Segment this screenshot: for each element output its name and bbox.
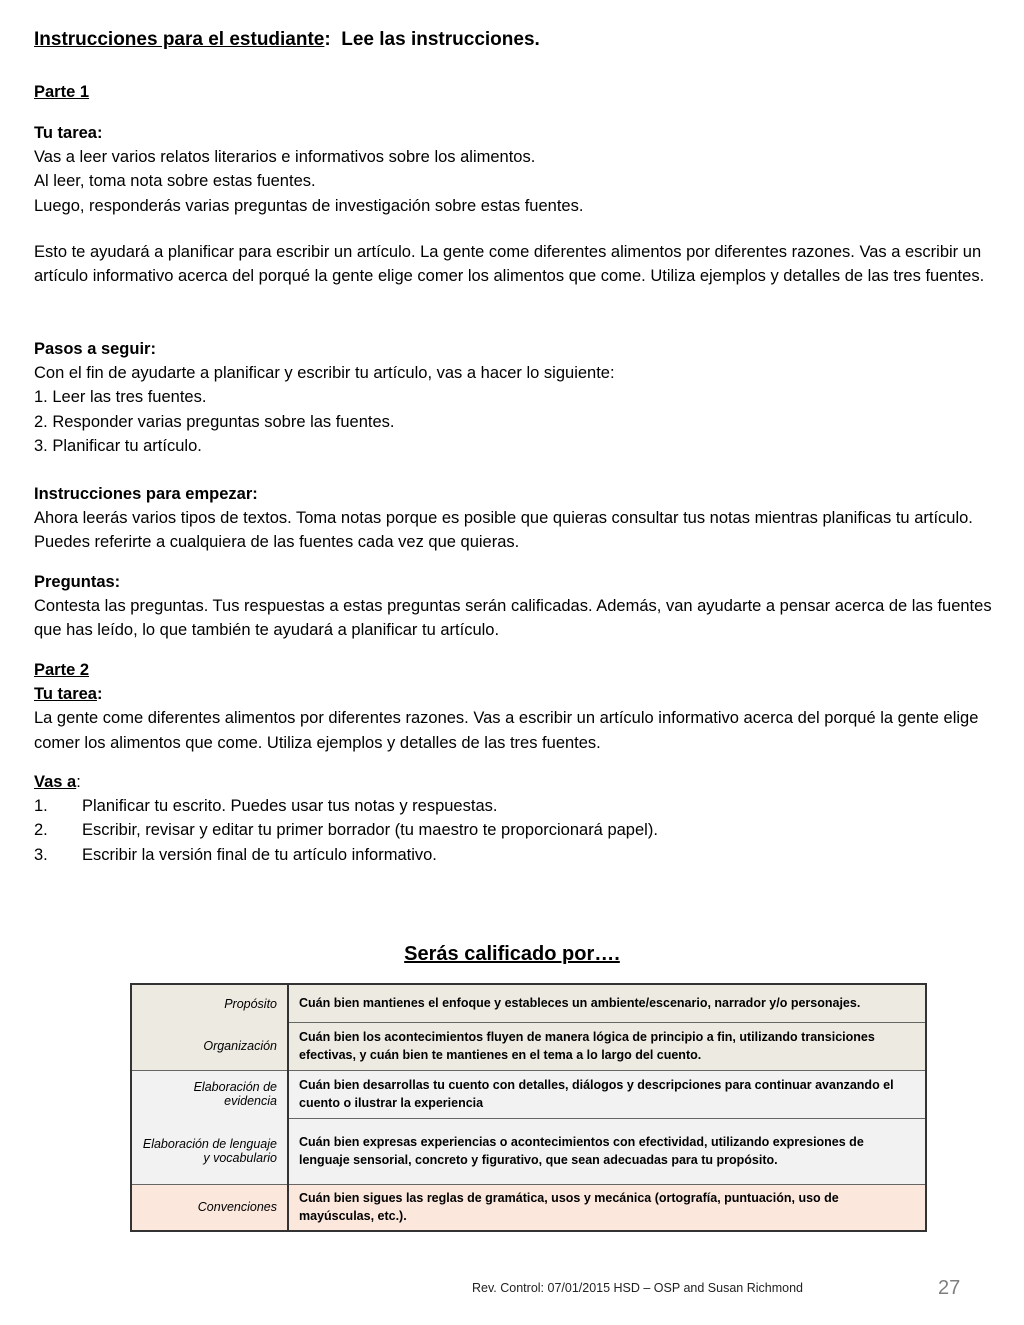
part1-task-line: Al leer, toma nota sobre estas fuentes. bbox=[34, 172, 316, 191]
start-heading: Instrucciones para empezar: bbox=[34, 485, 258, 503]
questions-section bbox=[34, 570, 994, 643]
rubric-description: Cuán bien mantienes el enfoque y estableces un ambiente/escenario, narrador y/o personajes. bbox=[288, 984, 926, 1022]
part1-task-section bbox=[34, 121, 994, 218]
rubric-description: Cuán bien desarrollas tu cuento con detalles, diálogos y descripciones para continuar avanzando el cuento o ilustrar la experiencia bbox=[288, 1070, 926, 1118]
part2-task-colon: : bbox=[96, 685, 103, 704]
steps-section bbox=[34, 337, 994, 458]
step-item: 3. Planificar tu artículo. bbox=[34, 436, 202, 455]
vas-heading: Vas a bbox=[34, 773, 77, 791]
rubric-label: Elaboración de evidencia bbox=[131, 1070, 288, 1118]
steps-heading: Pasos a seguir: bbox=[34, 340, 156, 358]
step-item: 2. Responder varias preguntas sobre las fuentes. bbox=[34, 412, 395, 431]
table-row bbox=[131, 1118, 926, 1184]
rubric-label: Elaboración de lenguaje y vocabulario bbox=[131, 1118, 288, 1184]
rubric-heading: Serás calificado por…. bbox=[404, 943, 620, 965]
table-row bbox=[131, 1184, 926, 1231]
table-row bbox=[131, 1070, 926, 1118]
part2-task-text: La gente come diferentes alimentos por diferentes razones. Vas a escribir un artículo informativo acerca del porqué la gente elige comer los alimentos que come. Utiliza ejemplos y detalles de las tres fuentes. bbox=[34, 709, 979, 752]
list-item: 2. Escribir, revisar y editar tu primer borrador (tu maestro te proporcionará papel). bbox=[34, 821, 658, 840]
title-rest: Lee las instrucciones. bbox=[330, 29, 540, 50]
part1-task-line: Vas a leer varios relatos literarios e informativos sobre los alimentos. bbox=[34, 148, 536, 167]
vas-section bbox=[34, 770, 994, 867]
start-text: Ahora leerás varios tipos de textos. Toma notas porque es posible que quieras consultar tus notas mientras planificas tu artículo. Puedes referirte a cualquiera de las fuentes cada vez que quieras. bbox=[34, 509, 973, 552]
part1-task-paragraph: Esto te ayudará a planificar para escribir un artículo. La gente come diferentes alimentos por diferentes razones. Vas a escribir un artículo informativo acerca del porqué la gente elige comer los alimentos que come. Utiliza ejemplos y detalles de las tres fuentes. bbox=[34, 243, 985, 286]
title-colon: : bbox=[324, 29, 331, 50]
rubric-label: Organización bbox=[131, 1022, 288, 1070]
part2-task-heading: Tu tarea bbox=[34, 685, 97, 704]
page-title bbox=[34, 29, 540, 51]
rubric-label: Propósito bbox=[131, 984, 288, 1022]
start-section bbox=[34, 482, 994, 555]
list-item: 3. Escribir la versión final de tu artículo informativo. bbox=[34, 845, 437, 864]
title-label: Instrucciones para el estudiante bbox=[34, 29, 325, 50]
table-row bbox=[131, 984, 926, 1022]
questions-heading: Preguntas: bbox=[34, 573, 121, 591]
rubric-table bbox=[130, 983, 927, 1232]
vas-colon: : bbox=[76, 773, 81, 791]
page-number: 27 bbox=[938, 1277, 961, 1299]
questions-text: Contesta las preguntas. Tus respuestas a estas preguntas serán calificadas. Además, van ayudarte a pensar acerca de las fuentes que has leído, lo que también te ayudará a planificar tu artículo. bbox=[34, 597, 992, 640]
step-item: 1. Leer las tres fuentes. bbox=[34, 388, 207, 407]
table-row bbox=[131, 1022, 926, 1070]
steps-intro: Con el fin de ayudarte a planificar y escribir tu artículo, vas a hacer lo siguiente: bbox=[34, 364, 615, 383]
rubric-label: Convenciones bbox=[131, 1184, 288, 1231]
rubric-description: Cuán bien sigues las reglas de gramática, usos y mecánica (ortografía, puntuación, uso de mayúsculas, etc.). bbox=[288, 1184, 926, 1231]
part1-heading: Parte 1 bbox=[34, 83, 90, 101]
part2-heading: Parte 2 bbox=[34, 661, 90, 679]
part1-task-heading: Tu tarea: bbox=[34, 124, 103, 142]
list-item: 1. Planificar tu escrito. Puedes usar tus notas y respuestas. bbox=[34, 797, 498, 816]
part1-task-line: Luego, responderás varias preguntas de investigación sobre estas fuentes. bbox=[34, 196, 584, 215]
rubric-description: Cuán bien expresas experiencias o acontecimientos con efectividad, utilizando expresiones de lenguaje sensorial, concreto y figurativo, que sean adecuadas para tu propósito. bbox=[288, 1118, 926, 1184]
part2-section bbox=[34, 658, 994, 755]
rubric-description: Cuán bien los acontecimientos fluyen de manera lógica de principio a fin, utilizando transiciones efectivas, y cuán bien te mantienes en el tema a lo largo del cuento. bbox=[288, 1022, 926, 1070]
footer-revision: Rev. Control: 07/01/2015 HSD – OSP and Susan Richmond bbox=[472, 1281, 803, 1295]
